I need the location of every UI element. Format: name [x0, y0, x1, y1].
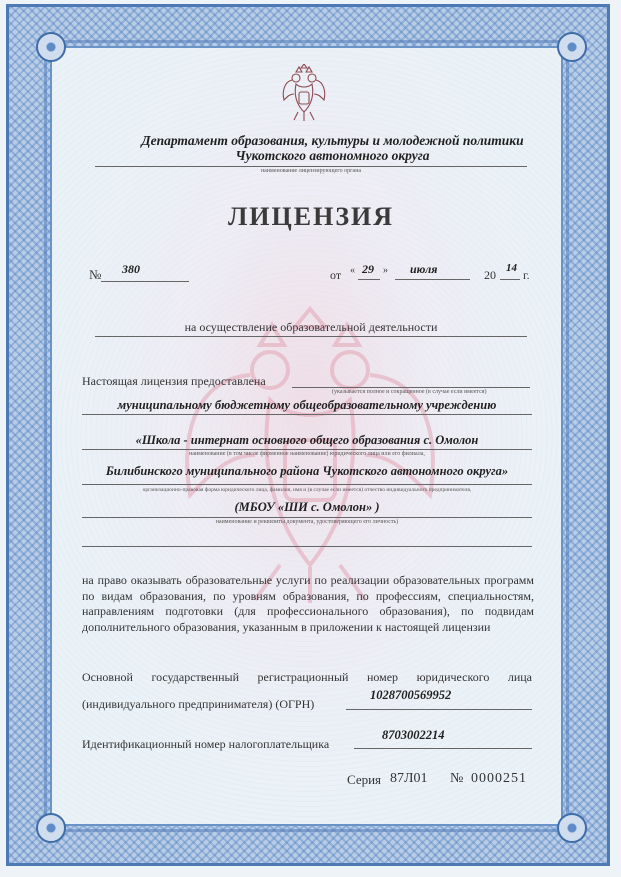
issuer-line-1: Департамент образования, культуры и молодежной политики — [141, 133, 524, 148]
licensee-line-2-underline — [82, 449, 532, 450]
series-label: Серия — [347, 772, 382, 787]
date-close-quote: » — [383, 265, 388, 276]
licensee-caption-top: (указывается полное и сокращенное (в случае если имеется) — [332, 389, 487, 395]
licensee-intro: Настоящая лицензия предоставлена — [82, 374, 266, 388]
date-day: 29 — [362, 262, 374, 276]
series-number: 0000251 — [471, 771, 527, 786]
issuer-line-2: Чукотского автономного округа — [235, 148, 430, 163]
corner-ornament-icon — [36, 32, 66, 62]
date-open-quote: « — [350, 265, 355, 276]
licensee-line-3: Билибинского муниципального района Чукотского автономного округа» — [105, 464, 509, 478]
ogrn-value: 1028700569952 — [370, 688, 452, 702]
issuer-caption: наименование лицензирующего органа — [260, 168, 362, 174]
license-number: 380 — [122, 262, 140, 276]
number-sign: № — [89, 267, 102, 282]
day-underline — [358, 279, 380, 280]
blank-underline — [82, 546, 532, 547]
licensee-caption-4: наименование и реквизиты документа, удостоверяющего его личность) — [215, 519, 399, 525]
date-from-label: от — [330, 268, 342, 282]
inn-underline — [354, 748, 532, 749]
document-title: ЛИЦЕНЗИЯ — [227, 202, 395, 231]
corner-ornament-icon — [557, 813, 587, 843]
licensee-caption-3: организационно-правовая форма юридического лица, фамилия, имя и (в случае если имеется) отчество индивидуального предпринимателя, — [142, 487, 472, 493]
coat-of-arms-icon — [280, 64, 328, 122]
licensee-short-name: (МБОУ «ШИ с. Омолон» ) — [234, 500, 380, 514]
rights-paragraph: на право оказывать образовательные услуги по реализации образовательных программ по видам образования, по уровням образования, по профессиям, специальностям, направлениям подготовки (для профессионального образования), по подвидам дополнительного образования, указанным в приложении к настоящей лицензии — [82, 573, 534, 634]
ogrn-label-line-1: Основной государственный регистрационный номер юридического лица — [82, 670, 532, 684]
inn-label: Идентификационный номер налогоплательщика — [82, 737, 330, 751]
year-unit: г. — [523, 268, 530, 282]
license-purpose: на осуществление образовательной деятельности — [184, 320, 438, 334]
corner-ornament-icon — [557, 32, 587, 62]
series-number-sign: № — [450, 771, 464, 786]
issuer-underline — [95, 166, 527, 167]
licensee-line-1-underline — [82, 414, 532, 415]
date-month: июля — [410, 262, 438, 276]
number-underline — [101, 281, 189, 282]
ogrn-label-line-2: (индивидуального предпринимателя) (ОГРН) — [82, 697, 315, 711]
licensee-caption-2: наименование (в том числе фирменное наименование) юридического лица или его филиала, — [189, 451, 425, 457]
year-prefix: 20 — [484, 268, 496, 282]
month-underline — [395, 279, 470, 280]
licensee-line-4-underline — [82, 517, 532, 518]
year-underline — [500, 279, 520, 280]
inn-value: 8703002214 — [382, 728, 445, 742]
series-value: 87Л01 — [390, 771, 428, 786]
licensee-line-3-underline — [82, 484, 532, 485]
licensee-line-1: муниципальному бюджетному общеобразовательному учреждению — [117, 398, 497, 412]
year-suffix: 14 — [506, 262, 517, 274]
licensee-line-2: «Школа - интернат основного общего образования с. Омолон — [135, 433, 479, 447]
licensee-intro-underline — [292, 387, 530, 388]
ogrn-underline — [346, 709, 532, 710]
purpose-underline — [95, 336, 527, 337]
corner-ornament-icon — [36, 813, 66, 843]
